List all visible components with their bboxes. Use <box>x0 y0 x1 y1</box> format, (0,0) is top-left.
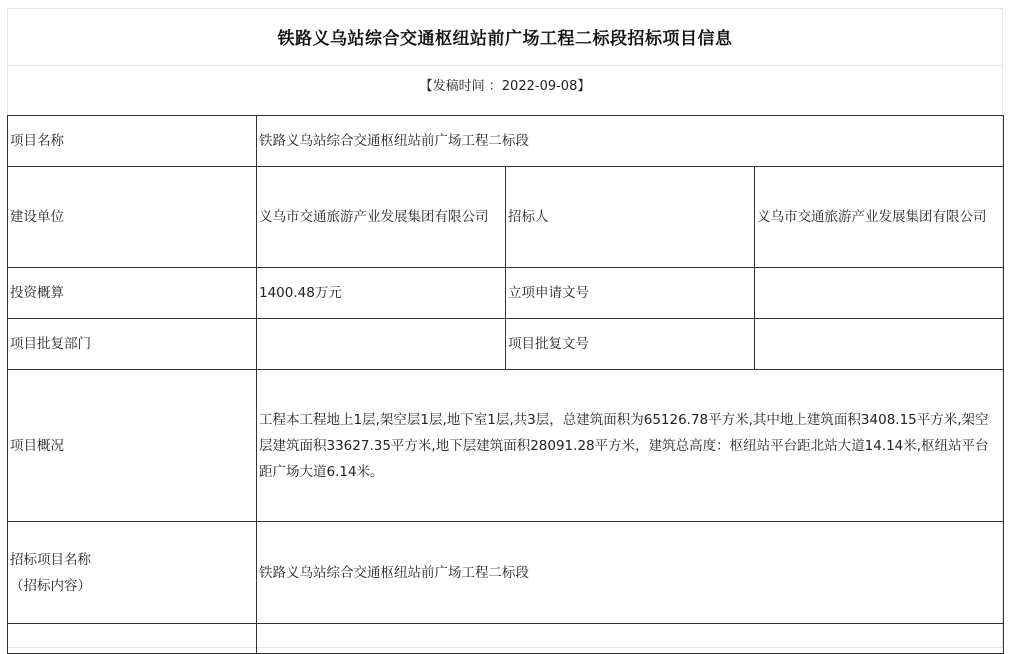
table-row-approval-dept <box>8 319 1004 370</box>
approval-dept-value <box>257 319 506 370</box>
reply-doc-value <box>755 319 1004 370</box>
builder-label: 建设单位 <box>8 167 257 268</box>
table-row-project-name <box>8 116 1004 167</box>
approval-dept-label: 项目批复部门 <box>8 319 257 370</box>
publish-time-row <box>7 66 1003 102</box>
table-row-overview <box>8 370 1004 522</box>
tender-name-label-line1: 招标项目名称 <box>10 551 91 568</box>
builder-value: 义乌市交通旅游产业发展集团有限公司 <box>257 167 506 268</box>
table-row-next <box>8 624 1004 654</box>
investment-label: 投资概算 <box>8 268 257 319</box>
project-info-table <box>7 115 1004 654</box>
overview-label: 项目概况 <box>8 370 257 522</box>
tender-name-label <box>8 522 257 624</box>
next-row-value <box>257 624 1004 654</box>
table-row-tender-name <box>8 522 1004 624</box>
project-name-label: 项目名称 <box>8 116 257 167</box>
overview-value: 工程本工程地上1层,架空层1层,地下室1层,共3层，总建筑面积为65126.78平方米,其中地上建筑面积3408.15平方米,架空层建筑面积33627.35平方米,地下层建筑面积28091.28平方米，建筑总高度：枢纽站平台距北站大道14.14米,枢纽站平台距广场大道6.14米。 <box>257 370 1004 522</box>
investment-value: 1400.48万元 <box>257 268 506 319</box>
tenderer-label: 招标人 <box>506 167 755 268</box>
approval-doc-value <box>755 268 1004 319</box>
title-bar <box>7 8 1003 66</box>
approval-doc-label: 立项申请文号 <box>506 268 755 319</box>
table-row-investment <box>8 268 1004 319</box>
tender-name-label-line2: （招标内容） <box>10 577 91 594</box>
tenderer-value: 义乌市交通旅游产业发展集团有限公司 <box>755 167 1004 268</box>
publish-time: 【发稿时间 ：2022-09-08】 <box>419 78 591 94</box>
next-row-label <box>8 624 257 654</box>
project-name-value: 铁路义乌站综合交通枢纽站前广场工程二标段 <box>257 116 1004 167</box>
tender-name-value: 铁路义乌站综合交通枢纽站前广场工程二标段 <box>257 522 1004 624</box>
reply-doc-label: 项目批复文号 <box>506 319 755 370</box>
page-title: 铁路义乌站综合交通枢纽站前广场工程二标段招标项目信息 <box>277 29 733 49</box>
table-row-builder <box>8 167 1004 268</box>
